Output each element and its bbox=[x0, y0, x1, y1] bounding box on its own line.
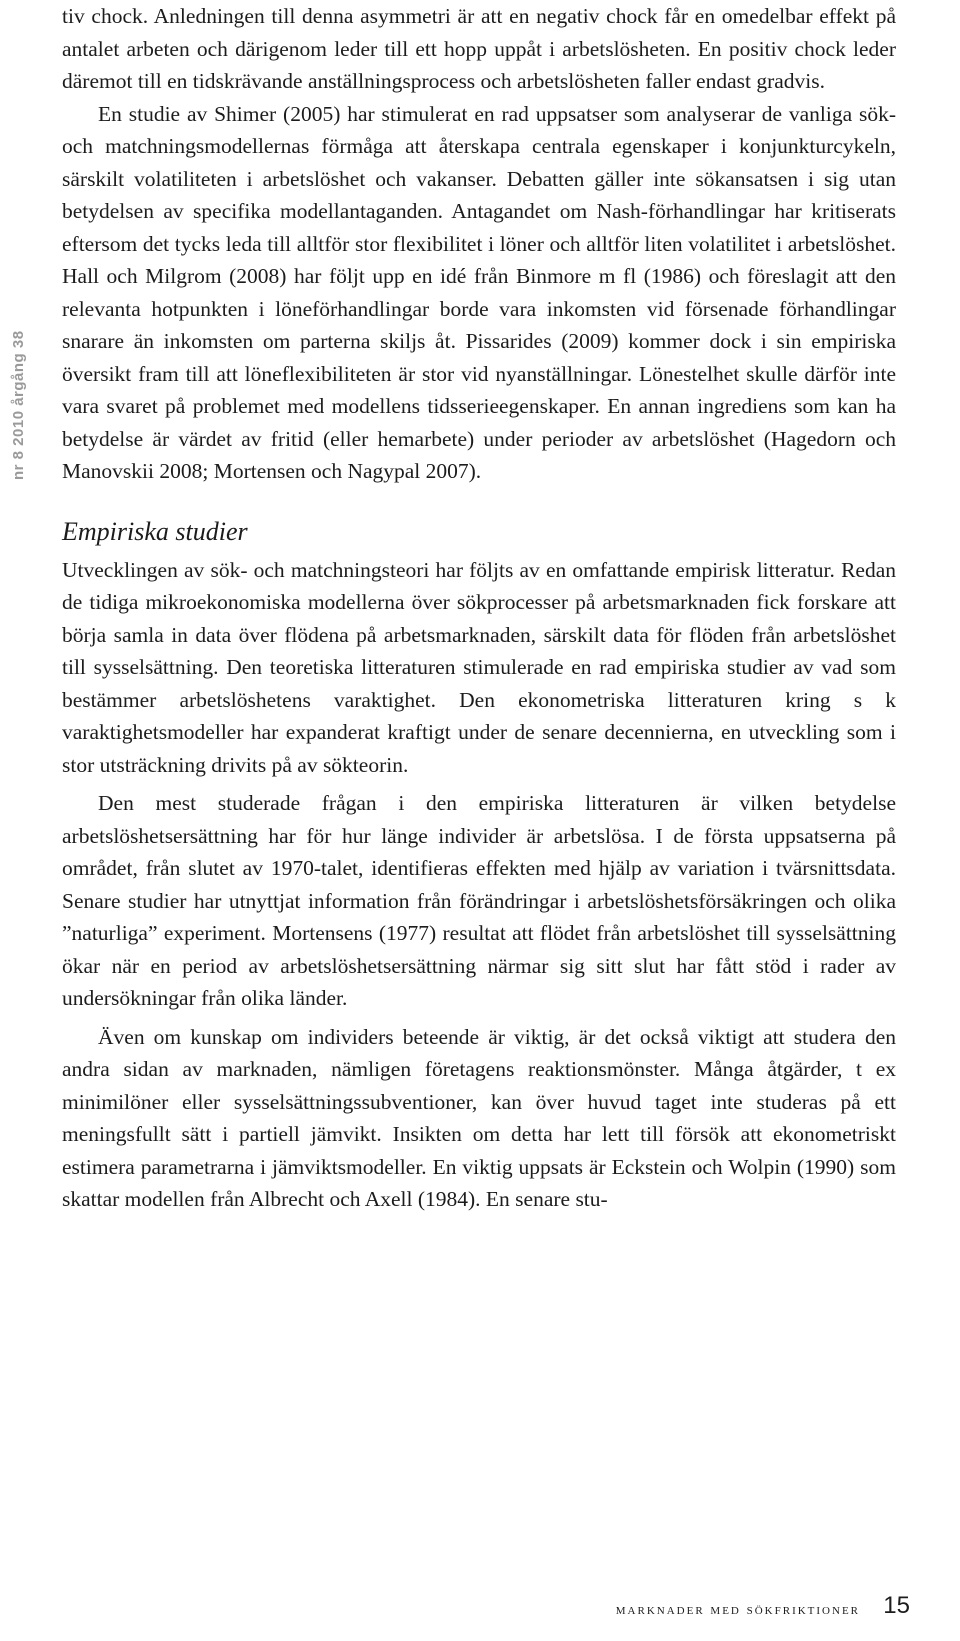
paragraph-continuation: tiv chock. Anledningen till denna asymmetri är att en negativ chock får en omedelbar effekt på antalet arbeten och därigenom leder till ett hopp uppåt i arbetslösheten. En positiv chock leder däremot till en tidskrävande anställningsprocess och arbetslösheten faller endast gradvis. bbox=[62, 4, 896, 93]
journal-issue-label: nr 8 2010 årgång 38 bbox=[10, 330, 27, 480]
text-column bbox=[62, 0, 896, 1216]
page-footer bbox=[0, 1590, 960, 1630]
section-heading: Empiriska studier bbox=[62, 516, 248, 546]
paragraph-firms-equilibrium: Även om kunskap om individers beteende är viktig, är det också viktigt att studera den andra sidan av marknaden, nämligen företagens reaktionsmönster. Många åtgärder, t ex minimilöner eller sysselsättningssubventioner, kan över huvud taget inte studeras på ett meningsfullt sätt i partiell jämvikt. Insikten om detta har lett till försök att ekonometriskt estimera parametrarna i jämviktsmodeller. En viktig uppsats är Eckstein och Wolpin (1990) som skattar modellen från Albrecht och Axell (1984). En senare stu- bbox=[62, 1024, 896, 1211]
paragraph-unemployment-benefits: Den mest studerade frågan i den empiriska litteraturen är vilken betydelse arbetslöshetsersättning har för hur länge individer är arbetslösa. I de första uppsatserna på området, från slutet av 1970-talet, identifieras effekten med hjälp av variation i tvärsnittsdata. Senare studier har utnyttjat information från förändringar i arbetslöshetsförsäkringen och olika ”naturliga” experiment. Mortensens (1977) resultat att flödet från arbetslöshet till sysselsättning ökar när en period av arbetslöshetsersättning närmar sig sitt slut har fått stöd i rader av undersökningar från olika länder. bbox=[62, 791, 896, 1010]
page-number: 15 bbox=[883, 1592, 910, 1619]
running-title: marknader med sökfriktioner bbox=[615, 1602, 860, 1618]
paragraph-shimer: En studie av Shimer (2005) har stimulerat en rad uppsatser som analyserar de vanliga sök- och matchningsmodellernas förmåga att återskapa centrala egenskaper i konjunkturcykeln, särskilt volatiliteten i arbetslöshet och vakanser. Debatten gäller inte sökansatsen i sig utan betydelsen av specifika modellantaganden. Antagandet om Nash-förhandlingar har kritiserats eftersom det tycks leda till alltför stor flexibilitet i löner och alltför liten volatilitet i arbetslöshet. Hall och Milgrom (2008) har följt upp en idé från Binmore m fl (1986) och föreslagit att den relevanta hotpunkten i löneförhandlingar borde vara inkomsten vid försenade förhandlingar snarare än inkomsten om parterna skiljs åt. Pissarides (2009) kommer dock i sin empiriska översikt fram till att löneflexibiliteten är stor vid nyanställningar. Lönestelhet skulle därför inte vara svaret på problemet med modellens tidsserieegenskaper. En annan ingrediens som kan ha betydelse är värdet av fritid (eller hemarbete) under perioder av arbetslöshet (Hagedorn och Manovskii 2008; Mortensen och Nagypal 2007). bbox=[62, 101, 896, 483]
paragraph-empirical-intro: Utvecklingen av sök- och matchningsteori har följts av en omfattande empirisk litteratur. Redan de tidiga mikroekonomiska modellerna över sökprocesser på arbetsmarknaden fick forskare att börja samla in data över flödena på arbetsmarknaden, särskilt data för flöden från arbetslöshet till sysselsättning. Den teoretiska litteraturen stimulerade en rad empiriska studier av vad som bestämmer arbetslöshetens varaktighet. Den ekonometriska litteraturen kring s k varaktighetsmodeller har expanderat kraftigt under de senare decennierna, en utveckling som i stor utsträckning drivits på av sökteorin. bbox=[62, 557, 896, 777]
